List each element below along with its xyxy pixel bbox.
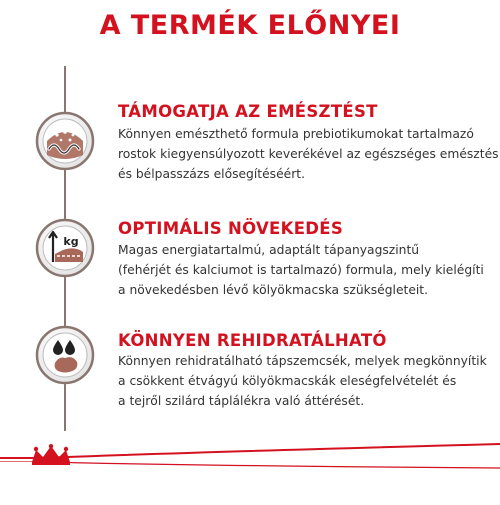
royal-canin-crown-logo (28, 444, 74, 466)
digestion-icon (35, 111, 95, 171)
benefit-text-digestion (118, 124, 499, 184)
benefit-line: Könnyen emészthető formula prebiotikumokat tartalmazó (118, 127, 474, 141)
benefit-line: a tejről szilárd táplálékra való áttérését. (118, 394, 365, 408)
benefit-title-growth: OPTIMÁLIS NÖVEKEDÉS (118, 219, 344, 238)
footer-swoosh (0, 442, 500, 500)
benefit-line: Magas energiatartalmú, adaptált tápanyagszintű (118, 243, 420, 257)
benefit-line: és bélpasszázs elősegítéséért. (118, 167, 305, 181)
benefit-title-rehydration: KÖNNYEN REHIDRATÁLHATÓ (118, 331, 387, 350)
page-title: A TERMÉK ELŐNYEI (99, 10, 401, 41)
growth-weight-icon (35, 218, 95, 278)
benefit-text-rehydration (118, 351, 490, 411)
footer (0, 442, 500, 500)
kg-label: kg (63, 235, 79, 248)
benefit-text-growth (118, 240, 490, 300)
benefit-line: (fehérjét és kalciumot is tartalmazó) formula, mely kielégíti (118, 263, 484, 277)
benefit-line: a csökkent étvágyú kölyökmacskák eleségfelvételét és (118, 374, 457, 388)
rehydration-icon (35, 325, 95, 385)
benefit-line: a növekedésben lévő kölyökmacska szükségleteit. (118, 283, 429, 297)
benefit-title-digestion: TÁMOGATJA AZ EMÉSZTÉST (118, 102, 378, 121)
benefit-line: rostok kiegyensúlyozott keverékével az egészséges emésztés (118, 147, 499, 161)
benefit-line: Könnyen rehidratálható tápszemcsék, melyek megkönnyítik (118, 354, 487, 368)
